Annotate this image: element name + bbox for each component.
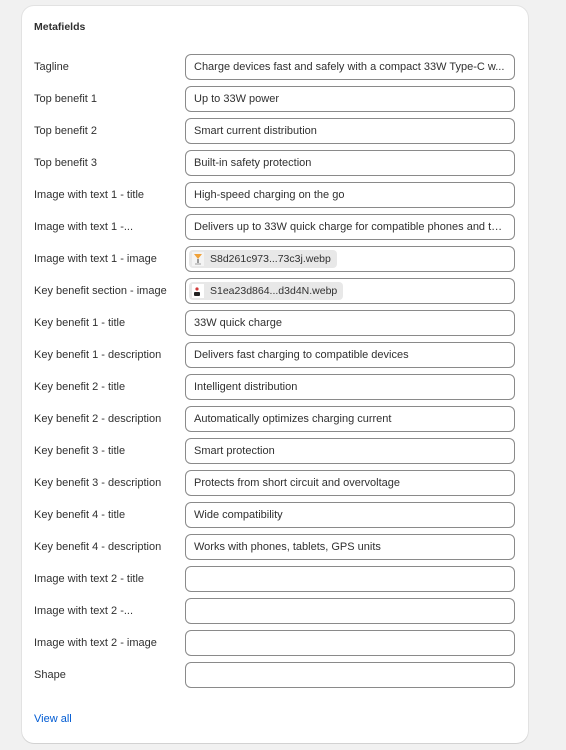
metafield-row bbox=[34, 310, 515, 336]
metafield-label: Key benefit 4 - description bbox=[34, 541, 162, 553]
metafield-label: Key benefit 2 - title bbox=[34, 381, 126, 393]
card-title: Metafields bbox=[34, 21, 86, 33]
metafield-row bbox=[34, 406, 515, 432]
metafield-row bbox=[34, 598, 515, 624]
metafield-input[interactable] bbox=[185, 598, 515, 624]
metafield-row bbox=[34, 54, 515, 80]
metafield-row bbox=[34, 150, 515, 176]
metafield-label: Top benefit 3 bbox=[34, 157, 97, 169]
metafield-row bbox=[34, 86, 515, 112]
metafield-label: Image with text 2 - title bbox=[34, 573, 145, 585]
metafield-input[interactable]: Works with phones, tablets, GPS units bbox=[185, 534, 515, 560]
metafield-file-field[interactable] bbox=[185, 246, 515, 272]
metafield-label: Shape bbox=[34, 669, 66, 681]
metafield-row bbox=[34, 342, 515, 368]
metafield-row bbox=[34, 566, 515, 592]
file-chip[interactable] bbox=[189, 250, 337, 268]
metafield-label: Top benefit 2 bbox=[34, 125, 97, 137]
metafield-input[interactable]: Charge devices fast and safely with a compact 33W Type-C w... bbox=[185, 54, 515, 80]
metafield-input[interactable]: Automatically optimizes charging current bbox=[185, 406, 515, 432]
metafield-row bbox=[34, 182, 515, 208]
metafield-input[interactable]: Up to 33W power bbox=[185, 86, 515, 112]
metafield-input[interactable]: Smart protection bbox=[185, 438, 515, 464]
metafield-label: Top benefit 1 bbox=[34, 93, 97, 105]
metafield-label: Tagline bbox=[34, 61, 69, 73]
file-thumbnail-icon bbox=[192, 284, 204, 298]
metafield-label: Key benefit 2 - description bbox=[34, 413, 162, 425]
metafield-input[interactable]: High-speed charging on the go bbox=[185, 182, 515, 208]
metafield-label: Key benefit section - image bbox=[34, 285, 167, 297]
metafield-label: Key benefit 1 - description bbox=[34, 349, 162, 361]
metafield-label: Image with text 2 - image bbox=[34, 637, 157, 649]
file-name: S8d261c973...73c3j.webp bbox=[210, 253, 331, 265]
metafield-label: Image with text 2 -... bbox=[34, 605, 134, 617]
metafield-label: Key benefit 3 - description bbox=[34, 477, 162, 489]
metafield-row bbox=[34, 118, 515, 144]
metafield-input[interactable]: Delivers fast charging to compatible devices bbox=[185, 342, 515, 368]
metafield-row bbox=[34, 214, 515, 240]
metafield-input[interactable]: Smart current distribution bbox=[185, 118, 515, 144]
metafield-label: Image with text 1 -... bbox=[34, 221, 134, 233]
metafield-input[interactable]: Wide compatibility bbox=[185, 502, 515, 528]
metafield-input[interactable] bbox=[185, 662, 515, 688]
file-thumbnail-icon bbox=[192, 252, 204, 266]
metafield-input[interactable]: 33W quick charge bbox=[185, 310, 515, 336]
metafield-label: Image with text 1 - title bbox=[34, 189, 145, 201]
metafield-input[interactable] bbox=[185, 630, 515, 656]
metafield-row bbox=[34, 534, 515, 560]
metafield-row bbox=[34, 470, 515, 496]
metafield-label: Image with text 1 - image bbox=[34, 253, 157, 265]
metafield-label: Key benefit 1 - title bbox=[34, 317, 126, 329]
metafield-row bbox=[34, 246, 515, 272]
file-name: S1ea23d864...d3d4N.webp bbox=[210, 285, 338, 297]
metafield-row bbox=[34, 438, 515, 464]
view-all-link[interactable]: View all bbox=[34, 713, 72, 725]
metafield-input[interactable] bbox=[185, 566, 515, 592]
metafield-input[interactable]: Intelligent distribution bbox=[185, 374, 515, 400]
metafield-row bbox=[34, 502, 515, 528]
metafield-label: Key benefit 4 - title bbox=[34, 509, 126, 521]
metafield-row bbox=[34, 374, 515, 400]
file-chip[interactable] bbox=[189, 282, 343, 300]
metafield-file-field[interactable] bbox=[185, 278, 515, 304]
metafield-row bbox=[34, 278, 515, 304]
metafields-card bbox=[22, 6, 528, 743]
metafield-row bbox=[34, 662, 515, 688]
metafield-input[interactable]: Delivers up to 33W quick charge for compatible phones and ta... bbox=[185, 214, 515, 240]
metafield-label: Key benefit 3 - title bbox=[34, 445, 126, 457]
metafield-input[interactable]: Built-in safety protection bbox=[185, 150, 515, 176]
metafield-row bbox=[34, 630, 515, 656]
metafield-input[interactable]: Protects from short circuit and overvoltage bbox=[185, 470, 515, 496]
